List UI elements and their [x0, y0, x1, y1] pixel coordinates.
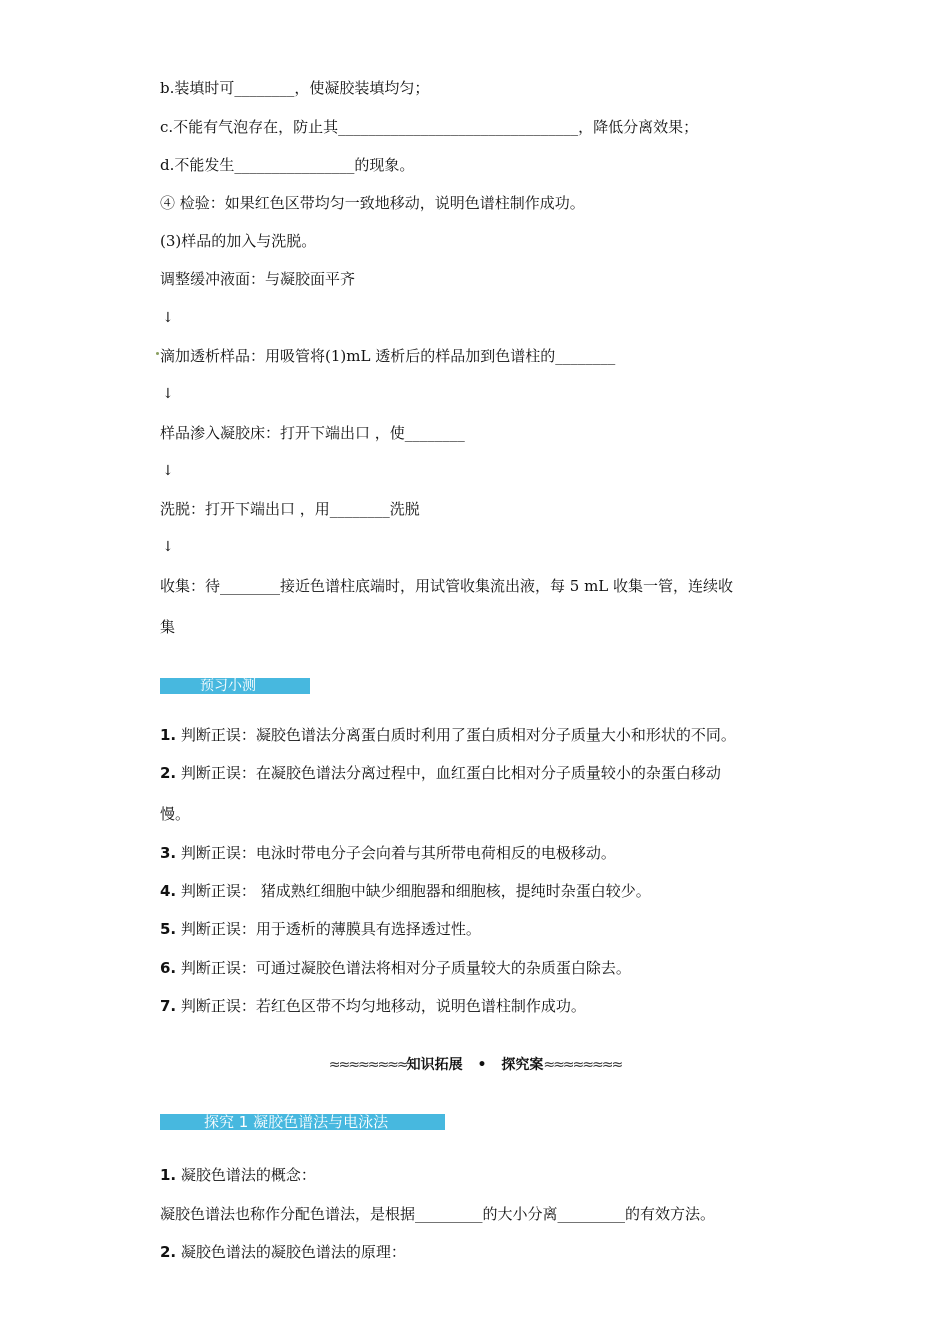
- quiz-item: [160, 843, 616, 863]
- wave-decoration-right: ≈≈≈≈≈≈≈≈: [543, 1057, 622, 1073]
- explore-body: 凝胶色谱法也称作分配色谱法，是根据_________的大小分离_________的有效方法。: [160, 1205, 716, 1223]
- explore-item: [160, 1165, 316, 1185]
- flow-step-seep: 样品渗入凝胶床：打开下端出口 ，使________: [160, 424, 465, 442]
- flow-arrow-icon: ↓: [162, 463, 174, 479]
- quiz-item: [160, 919, 481, 939]
- flow-step-adjust: 调整缓冲液面：与凝胶面平齐: [160, 270, 356, 288]
- quiz-text: 判断正误：凝胶色谱法分离蛋白质时利用了蛋白质相对分子质量大小和形状的不同。: [180, 726, 736, 744]
- flow-step-collect-cont: 集: [160, 618, 176, 636]
- stray-dot: [156, 352, 159, 355]
- text-line-c: c.不能有气泡存在，防止其________________________________，降低分离效果；: [160, 118, 699, 136]
- quiz-number: 4.: [160, 882, 177, 900]
- explore-number: 1.: [160, 1166, 177, 1184]
- flow-step-elute: 洗脱：打开下端出口 ，用________洗脱: [160, 500, 420, 518]
- flow-arrow-icon: ↓: [162, 539, 174, 555]
- quiz-number: 5.: [160, 920, 177, 938]
- section-banner-label: 探究 1 凝胶色谱法与电泳法: [204, 1113, 389, 1131]
- flow-step-collect: 收集：待________接近色谱柱底端时，用试管收集流出液，每 5 mL 收集一管，连续收: [160, 577, 734, 595]
- text-line-d: d.不能发生________________的现象。: [160, 156, 415, 174]
- section-banner-explore: [160, 1114, 445, 1130]
- quiz-text: 判断正误：若红色区带不均匀地移动，说明色谱柱制作成功。: [180, 997, 586, 1015]
- wave-decoration-left: ≈≈≈≈≈≈≈≈: [328, 1057, 407, 1073]
- quiz-number: 3.: [160, 844, 177, 862]
- explore-number: 2.: [160, 1243, 177, 1261]
- text-line-b: b.装填时可________，使凝胶装填均匀；: [160, 79, 430, 97]
- quiz-text: 判断正误： 猪成熟红细胞中缺少细胞器和细胞核，提纯时杂蛋白较少。: [180, 882, 651, 900]
- flow-arrow-icon: ↓: [162, 310, 174, 326]
- flow-step-drop: 滴加透析样品：用吸管将(1)mL 透析后的样品加到色谱柱的________: [160, 347, 616, 365]
- text-line-step3: (3)样品的加入与洗脱。: [160, 232, 317, 250]
- text-line-check: ④ 检验：如果红色区带均匀一致地移动，说明色谱柱制作成功。: [160, 194, 585, 212]
- quiz-text: 判断正误：用于透析的薄膜具有选择透过性。: [180, 920, 481, 938]
- divider-title-b: 探究案: [501, 1057, 544, 1073]
- quiz-number: 2.: [160, 764, 177, 782]
- flow-arrow-icon: ↓: [162, 386, 174, 402]
- explore-item: [160, 1242, 406, 1262]
- section-divider: [300, 1055, 650, 1075]
- quiz-number: 6.: [160, 959, 177, 977]
- quiz-item: [160, 881, 651, 901]
- quiz-item: [160, 996, 586, 1016]
- quiz-item: [160, 725, 736, 745]
- quiz-item-cont: [160, 804, 190, 824]
- explore-heading: 凝胶色谱法的概念：: [180, 1166, 316, 1184]
- quiz-text: 判断正误：在凝胶色谱法分离过程中，血红蛋白比相对分子质量较小的杂蛋白移动: [180, 764, 721, 782]
- divider-dot: •: [477, 1057, 487, 1073]
- section-banner-label: 预习小测: [200, 678, 256, 694]
- quiz-text: 慢。: [160, 805, 191, 823]
- quiz-text: 判断正误：可通过凝胶色谱法将相对分子质量较大的杂质蛋白除去。: [180, 959, 631, 977]
- quiz-item: [160, 958, 631, 978]
- section-banner-preview: [160, 678, 310, 694]
- explore-heading: 凝胶色谱法的凝胶色谱法的原理：: [180, 1243, 406, 1261]
- divider-title-a: 知识拓展: [406, 1057, 463, 1073]
- quiz-item: [160, 763, 721, 783]
- quiz-number: 1.: [160, 726, 177, 744]
- quiz-number: 7.: [160, 997, 177, 1015]
- quiz-text: 判断正误：电泳时带电分子会向着与其所带电荷相反的电极移动。: [180, 844, 616, 862]
